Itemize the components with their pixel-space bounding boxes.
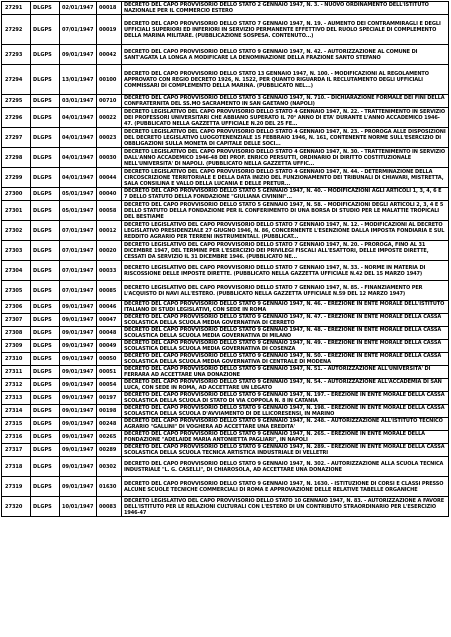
record-number: 27320 [2, 497, 31, 517]
table-row [2, 392, 449, 405]
table-row [2, 405, 449, 418]
table-row [2, 327, 449, 340]
act-code: 00100 [97, 65, 122, 95]
act-date: 04/01/1947 [60, 148, 97, 168]
table-row [2, 457, 449, 477]
table-row [2, 95, 449, 108]
record-number: 27317 [2, 444, 31, 457]
record-number: 27310 [2, 353, 31, 366]
act-type: DLGPS [31, 281, 60, 301]
act-type: DLGPS [31, 95, 60, 108]
act-type: DLGPS [31, 392, 60, 405]
act-description: DECRETO LEGISLATIVO DEL CAPO PROVVISORIO DELLO STATO 7 GENNAIO 1947, N. 85. - FINANZIAMENTO PER L'ACQUISTO DI NAVI ALL'ESTERO. (PUBBLICATO NELLA GAZZETTA UFFICIALE N.59 DEL 12 MARZO 1947) [122, 281, 449, 301]
act-date: 02/01/1947 [60, 2, 97, 15]
act-description: DECRETO DEL CAPO PROVVISORIO DELLO STATO 9 GENNAIO 1947, N. 54. - AUTORIZZAZIONE ALL'ACCADEMIA DI SAN LUCA, CON SEDE IN ROMA, AD ACCETTARE UN LEGATO [122, 379, 449, 392]
record-number: 27295 [2, 95, 31, 108]
act-description: DECRETO DEL CAPO PROVVISORIO DELLO STATO 5 GENNAIO 1947, N. 40. - MODIFICAZIONI AGLI ARTICOLI 1, 3, 4, 6 E 7 DELLO STATUTO DELLA FONDAZIONE "GIULIANA CIVININI"... [122, 188, 449, 201]
act-code: 00049 [97, 340, 122, 353]
act-description: DECRETO DEL CAPO PROVVISORIO DELLO STATO 9 GENNAIO 1947, N. 1630. - ISTITUZIONE DI CORSI E CLASSI PRESSO ALCUNE SCUOLE TECNICHE COMMERCIALI DI ROMA E APPROVAZIONE DELLE RELATIVE TABELLE ORGANICHE [122, 477, 449, 497]
act-code: 00033 [97, 261, 122, 281]
act-description: DECRETO DEL CAPO PROVVISORIO DELLO STATO 7 GENNAIO 1947, N. 19. - AUMENTO DEI CONTRAMMIRAGLI E DEGLI UFFICIALI SUPERIORI ED INFERIORI IN SERVIZIO PERMANENTE EFFETTIVO DEL RUOLO SPECIALE DI COMPLEMENTO DELLA MARINA MILITARE. (PUBBLICAZIONE SOSPESA. CONTENUTO...) [122, 15, 449, 45]
act-type: DLGPS [31, 128, 60, 148]
record-number: 27301 [2, 201, 31, 221]
act-description: DECRETO DEL CAPO PROVVISORIO DELLO STATO 5 GENNAIO 1947, N. 58. - MODIFICAZIONI DEGLI ARTICOLI 2, 3, 4 E 5 DELLO STATUTO DELLA FONDAZIONE PER IL CONFERIMENTO DI UNA BORSA DI STUDIO PER LE MALATTIE TROPICALI DEL BESTIAME [122, 201, 449, 221]
record-number: 27299 [2, 168, 31, 188]
table-row [2, 108, 449, 128]
table-row [2, 221, 449, 241]
act-code: 00197 [97, 392, 122, 405]
record-number: 27307 [2, 314, 31, 327]
table-row [2, 418, 449, 431]
act-code: 00022 [97, 108, 122, 128]
act-description: DECRETO DEL CAPO PROVVISORIO DELLO STATO 9 GENNAIO 1947, N. 50. - EREZIONE IN ENTE MORALE DELLA CASSA SCOLASTICA DELLA SCUOLA MEDIA GOVERNATIVA DI CENTRALE DI MODENA [122, 353, 449, 366]
record-number: 27318 [2, 457, 31, 477]
record-number: 27305 [2, 281, 31, 301]
act-description: DECRETO DEL CAPO PROVVISORIO DELLO STATO 9 GENNAIO 1947, N. 197. - EREZIONE IN ENTE MORALE DELLA CASSA SCOLASTICA DELLA SCUOLA DI STATO DI VIA COPPOLA N. 8 IN CATANIA [122, 392, 449, 405]
act-date: 07/01/1947 [60, 221, 97, 241]
act-date: 09/01/1947 [60, 392, 97, 405]
act-type: DLGPS [31, 188, 60, 201]
table-row [2, 168, 449, 188]
record-number: 27306 [2, 301, 31, 314]
table-row [2, 45, 449, 65]
act-date: 05/01/1947 [60, 188, 97, 201]
act-code: 00020 [97, 241, 122, 261]
act-code: 00046 [97, 301, 122, 314]
act-type: DLGPS [31, 444, 60, 457]
table-row [2, 2, 449, 15]
table-row [2, 15, 449, 45]
act-type: DLGPS [31, 15, 60, 45]
act-type: DLGPS [31, 45, 60, 65]
act-type: DLGPS [31, 221, 60, 241]
record-number: 27314 [2, 405, 31, 418]
act-description: DECRETO LEGISLATIVO DEL CAPO PROVVISORIO DELLO STATO 4 GENNAIO 1947, N. 23. - PROROGA ALLE DISPOSIZIONI DEL DECRETO LEGISLATIVO LUOGOTENENZIALE 15 FEBBRAIO 1946, N. 161, CONTENENTE NORME SULL'ESERCIZIO DI OBBLIGAZIONI SULLA MONETA DI CAPITALE DELLE SOCI... [122, 128, 449, 148]
act-date: 07/01/1947 [60, 241, 97, 261]
act-date: 09/01/1947 [60, 45, 97, 65]
registry-rows [2, 2, 449, 517]
act-date: 03/01/1947 [60, 95, 97, 108]
act-date: 09/01/1947 [60, 314, 97, 327]
act-date: 09/01/1947 [60, 418, 97, 431]
act-code: 00248 [97, 418, 122, 431]
act-description: DECRETO DEL CAPO PROVVISORIO DELLO STATO 9 GENNAIO 1947, N. 289. - EREZIONE IN ENTE MORALE DELLA CASSA SCOLASTICA DELLA SCUOLA TECNICA ARTISTICA INDUSTRIALE DI VELLETRI [122, 444, 449, 457]
act-code: 00018 [97, 2, 122, 15]
table-row [2, 379, 449, 392]
act-description: DECRETO DEL CAPO PROVVISORIO DELLO STATO 3 GENNAIO 1947, N. 710. - DICHIARAZIONE FORMALE DEI FINI DELLA CONFRATERNITA DEL SS.MO SACRAMENTO IN SAN GAETANO (NAPOLI) [122, 95, 449, 108]
act-type: DLGPS [31, 108, 60, 128]
act-type: DLGPS [31, 405, 60, 418]
act-code: 00051 [97, 366, 122, 379]
act-type: DLGPS [31, 261, 60, 281]
act-date: 09/01/1947 [60, 431, 97, 444]
act-date: 09/01/1947 [60, 366, 97, 379]
table-row [2, 65, 449, 95]
record-number: 27293 [2, 45, 31, 65]
act-type: DLGPS [31, 431, 60, 444]
act-type: DLGPS [31, 353, 60, 366]
act-code: 00302 [97, 457, 122, 477]
act-date: 04/01/1947 [60, 168, 97, 188]
act-description: DECRETO LEGISLATIVO DEL CAPO PROVVISORIO DELLO STATO 10 GENNAIO 1947, N. 83. - AUTORIZZAZIONE A FAVORE DELL'ISTITUTO PER LE RELAZIONI CULTURALI CON L'ESTERO DI UN CONTRIBUTO STRAORDINARIO PER L'ESERCIZIO 1946-47 [122, 497, 449, 517]
act-description: DECRETO DEL CAPO PROVVISORIO DELLO STATO 9 GENNAIO 1947, N. 248. - AUTORIZZAZIONE ALL'ISTITUTO TECNICO AGRARIO "GALLINI" DI VOGHERA AD ACCETTARE UNA EREDITA' [122, 418, 449, 431]
record-number: 27296 [2, 108, 31, 128]
act-type: DLGPS [31, 168, 60, 188]
act-code: 00710 [97, 95, 122, 108]
act-date: 04/01/1947 [60, 108, 97, 128]
act-type: DLGPS [31, 241, 60, 261]
act-date: 10/01/1947 [60, 497, 97, 517]
act-description: DECRETO DEL CAPO PROVVISORIO DELLO STATO 9 GENNAIO 1947, N. 51. - AUTORIZZAZIONE ALL'UNIVERSITA' DI FERRARA AD ACCETTARE UNA DONAZIONE [122, 366, 449, 379]
act-code: 00050 [97, 353, 122, 366]
act-description: DECRETO DEL CAPO PROVVISORIO DELLO STATO 9 GENNAIO 1947, N. 49. - EREZIONE IN ENTE MORALE DELLA CASSA SCOLASTICA DELLA SCUOLA MEDIA GOVERNATIVA DI COSENZA [122, 340, 449, 353]
act-description: DECRETO DEL CAPO PROVVISORIO DELLO STATO 9 GENNAIO 1947, N. 48. - EREZIONE IN ENTE MORALE DELLA CASSA SCOLASTICA DELLA SCUOLA MEDIA GOVERNATIVA DI MILANO [122, 327, 449, 340]
act-code: 00054 [97, 379, 122, 392]
act-description: DECRETO LEGISLATIVO DEL CAPO PROVVISORIO DELLO STATO 7 GENNAIO 1947, N. 20. - PROROGA, FINO AL 31 DICEMBRE 1947, DEL TERMINE PER L'ESERCIZIO DEI PRIVILEGI FISCALI ALL'ESATTORI, DELLE IMPOSTE DIRETTE, CESSATI DA SERVIZIO IL 31 DICEMBRE 1946. (PUBBLICATO NE... [122, 241, 449, 261]
record-number: 27311 [2, 366, 31, 379]
table-row [2, 241, 449, 261]
act-type: DLGPS [31, 314, 60, 327]
act-type: DLGPS [31, 327, 60, 340]
act-date: 09/01/1947 [60, 340, 97, 353]
record-number: 27312 [2, 379, 31, 392]
record-number: 27309 [2, 340, 31, 353]
record-number: 27300 [2, 188, 31, 201]
table-row [2, 261, 449, 281]
act-description: DECRETO LEGISLATIVO DEL CAPO PROVVISORIO DELLO STATO 7 GENNAIO 1947, N. 12. - MODIFICAZIONI AL DECRETO LEGISLATIVO PRESIDENZIALE 27 GIUGNO 1946, N. 86, CONCERNENTE L'ESENZIONE DALLA IMPOSTA FONDIARIA E SUL REDDITO AGRARIO PER TERRENI INSTRUMENTALI. (PUBBLICAT... [122, 221, 449, 241]
record-number: 27292 [2, 15, 31, 45]
table-row [2, 497, 449, 517]
table-row [2, 201, 449, 221]
act-date: 07/01/1947 [60, 261, 97, 281]
act-code: 01630 [97, 477, 122, 497]
act-code: 00030 [97, 148, 122, 168]
record-number: 27315 [2, 418, 31, 431]
act-code: 00044 [97, 168, 122, 188]
act-type: DLGPS [31, 148, 60, 168]
act-code: 00047 [97, 314, 122, 327]
act-date: 09/01/1947 [60, 477, 97, 497]
act-code: 00048 [97, 327, 122, 340]
act-code: 00083 [97, 497, 122, 517]
table-row [2, 188, 449, 201]
act-type: DLGPS [31, 301, 60, 314]
act-date: 09/01/1947 [60, 301, 97, 314]
act-code: 00289 [97, 444, 122, 457]
act-type: DLGPS [31, 65, 60, 95]
act-description: DECRETO LEGISLATIVO DEL CAPO PROVVISORIO DELLO STATO 4 GENNAIO 1947, N. 30. - TRATTENIMENTO IN SERVIZIO DALL'ANNO ACCADEMICO 1946-48 DEI PROF. ENRICO PERSUTTI, ORDINARIO DI DIRITTO COSTITUZIONALE NELL'UNIVERSITA' DI NAPOLI. (PUBBLICATO NELLA GAZZETTA UFFIC... [122, 148, 449, 168]
act-type: DLGPS [31, 457, 60, 477]
record-number: 27313 [2, 392, 31, 405]
act-type: DLGPS [31, 201, 60, 221]
act-description: DECRETO DEL CAPO PROVVISORIO DELLO STATO 2 GENNAIO 1947, N. 3. - NUOVO ORDINAMENTO DELL'ISTITUTO NAZIONALE PER IL COMMERCIO ESTERO [122, 2, 449, 15]
record-number: 27302 [2, 221, 31, 241]
table-row [2, 340, 449, 353]
act-type: DLGPS [31, 366, 60, 379]
act-date: 13/01/1947 [60, 65, 97, 95]
act-code: 00265 [97, 431, 122, 444]
record-number: 27297 [2, 128, 31, 148]
table-row [2, 281, 449, 301]
act-type: DLGPS [31, 418, 60, 431]
record-number: 27308 [2, 327, 31, 340]
act-date: 09/01/1947 [60, 457, 97, 477]
record-number: 27316 [2, 431, 31, 444]
table-row [2, 431, 449, 444]
act-description: DECRETO DEL CAPO PROVVISORIO DELLO STATO 9 GENNAIO 1947, N. 302. - AUTORIZZAZIONE ALLA SCUOLA TECNICA INDUSTRIALE "L. G. CASELLI", DI CHIAROSOLA, AD ACCETTARE UNA DONAZIONE [122, 457, 449, 477]
table-row [2, 366, 449, 379]
act-code: 00019 [97, 15, 122, 45]
act-description: DECRETO DEL CAPO PROVVISORIO DELLO STATO 9 GENNAIO 1947, N. 46. - EREZIONE IN ENTE MORALE DELL'ISTITUTO ITALIANO DI STUDI LEGISLATIVI, CON SEDE IN ROMA [122, 301, 449, 314]
act-description: DECRETO DEL CAPO PROVVISORIO DELLO STATO 9 GENNAIO 1947, N. 42. - AUTORIZZAZIONE AL COMUNE DI SANT'AGATA LA LONGA A MODIFICARE LA DENOMINAZIONE DELLA FRAZIONE SANTO STEFANO [122, 45, 449, 65]
record-number: 27304 [2, 261, 31, 281]
act-code: 00023 [97, 128, 122, 148]
table-row [2, 301, 449, 314]
act-date: 07/01/1947 [60, 281, 97, 301]
record-number: 27291 [2, 2, 31, 15]
table-row [2, 444, 449, 457]
act-type: DLGPS [31, 340, 60, 353]
act-date: 09/01/1947 [60, 353, 97, 366]
act-code: 00058 [97, 201, 122, 221]
act-type: DLGPS [31, 2, 60, 15]
act-date: 04/01/1947 [60, 128, 97, 148]
act-description: DECRETO LEGISLATIVO DEL CAPO PROVVISORIO DELLO STATO 4 GENNAIO 1947, N. 44. - DETERMINAZIONE DELLA CIRCOSCRIZIONE TERRITORIALE E DELLA DATA INIZIO DEL FUNZIONAMENTO DEI TRIBUNALI DI CHIAVARI, MISTRETTA, SALA CONSILINA E VALLO DELLA LUCANIA E DELLE PRETUR... [122, 168, 449, 188]
act-description: DECRETO LEGISLATIVO DEL CAPO PROVVISORIO DELLO STATO 4 GENNAIO 1947, N. 22. - TRATTENIMENTO IN SERVIZIO DEI PROFESSORI UNIVERSITARI CHE ABBIANO SUPERATO IL 70° ANNO DI ETA' DURANTE L'ANNO ACCADEMICO 1946-47. (PUBBLICATO NELLA GAZZETTA UFFICIALE N.20 DEL 25 FE... [122, 108, 449, 128]
act-date: 09/01/1947 [60, 327, 97, 340]
act-date: 09/01/1947 [60, 444, 97, 457]
table-row [2, 477, 449, 497]
act-code: 00042 [97, 45, 122, 65]
act-description: DECRETO DEL CAPO PROVVISORIO DELLO STATO 9 GENNAIO 1947, N. 265. - EREZIONE IN ENTE MORALE DELLA FONDAZIONE "ADELAIDE MARIA ANTONIETTA PAGLIARI", IN NAPOLI [122, 431, 449, 444]
act-code: 00040 [97, 188, 122, 201]
record-number: 27294 [2, 65, 31, 95]
table-row [2, 314, 449, 327]
record-number: 27298 [2, 148, 31, 168]
record-number: 27319 [2, 477, 31, 497]
registry-table [1, 1, 449, 517]
act-description: DECRETO DEL CAPO PROVVISORIO DELLO STATO 13 GENNAIO 1947, N. 100. - MODIFICAZIONI AL REGOLAMENTO APPROVATO CON REGIO DECRETO 1926, N. 1522, PER QUANTO RIGUARDA IL RECLUTAMENTO DEGLI UFFICIALI COMMISSARI DI COMPLEMENTO DELLA MARINA. (PUBBLICATO NEL...) [122, 65, 449, 95]
act-description: DECRETO LEGISLATIVO DEL CAPO PROVVISORIO DELLO STATO 7 GENNAIO 1947, N. 33. - NORME IN MATERIA DI RISCOSSIONE DELLE IMPOSTE DIRETTE. (PUBBLICATO NELLA GAZZETTA UFFICIALE N.42 DEL 15 MARZO 1947) [122, 261, 449, 281]
table-row [2, 353, 449, 366]
act-type: DLGPS [31, 379, 60, 392]
act-date: 09/01/1947 [60, 379, 97, 392]
act-code: 00085 [97, 281, 122, 301]
act-description: DECRETO DEL CAPO PROVVISORIO DELLO STATO 9 GENNAIO 1947, N. 47. - EREZIONE IN ENTE MORALE DELLA CASSA SCOLASTICA DELLA SCUOLA MEDIA GOVERNATIVA DI CERRETO [122, 314, 449, 327]
act-date: 05/01/1947 [60, 201, 97, 221]
table-row [2, 128, 449, 148]
act-date: 07/01/1947 [60, 15, 97, 45]
table-row [2, 148, 449, 168]
act-code: 00012 [97, 221, 122, 241]
act-type: DLGPS [31, 497, 60, 517]
act-date: 09/01/1947 [60, 405, 97, 418]
act-description: DECRETO DEL CAPO PROVVISORIO DELLO STATO 9 GENNAIO 1947, N. 198. - EREZIONE IN ENTE MORALE DELLA CASSA SCOLASTICA DELLA SCUOLA D'AVVIAMENTO DI DE LLICORESENSI, IN MARINO [122, 405, 449, 418]
act-type: DLGPS [31, 477, 60, 497]
act-code: 00198 [97, 405, 122, 418]
record-number: 27303 [2, 241, 31, 261]
